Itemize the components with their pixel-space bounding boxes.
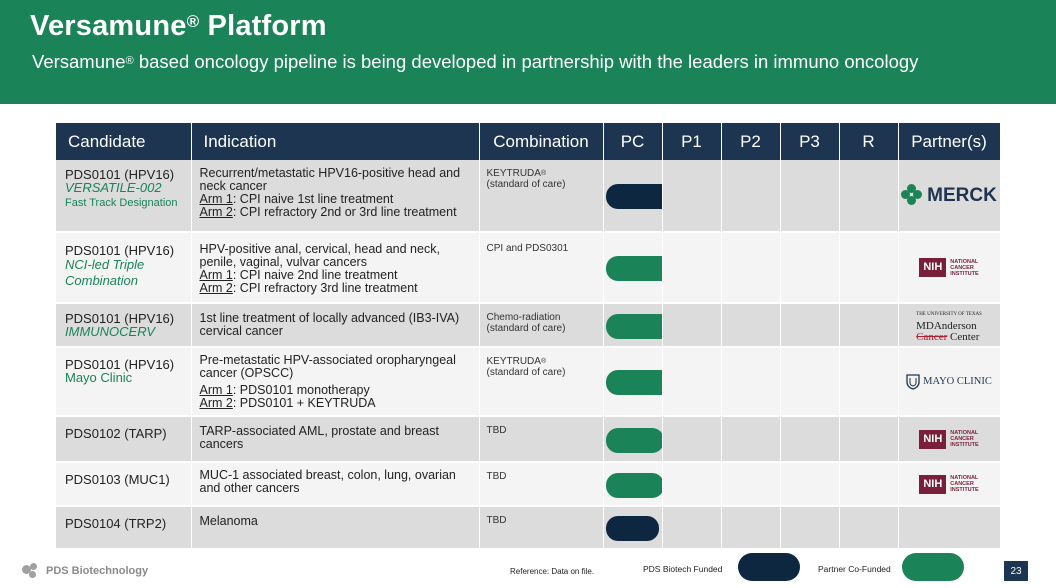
page-subtitle: Versamune® based oncology pipeline is being developed in partnership with the leaders in immuno oncology xyxy=(32,51,919,72)
progress-bar xyxy=(606,314,663,339)
legend-swatch-partner xyxy=(902,553,964,581)
arm-2: Arm 2: CPI refractory 2nd or 3rd line treatment xyxy=(199,205,457,219)
trial-name: IMMUNOCERV xyxy=(65,324,156,339)
pds-logo-icon xyxy=(22,563,40,579)
reference-note: Reference: Data on file. xyxy=(510,567,595,576)
trial-name: VERSATILE-002 xyxy=(65,180,162,195)
legend-label-pds: PDS Biotech Funded xyxy=(643,564,723,574)
nih-logo-icon: NIH NATIONAL CANCER INSTITUTE xyxy=(919,430,978,449)
partner-logo xyxy=(899,233,1000,302)
combination-text: TBD xyxy=(486,471,507,482)
progress-bar xyxy=(606,256,663,281)
partner-name: MERCK xyxy=(927,184,997,206)
table-row xyxy=(56,347,1000,416)
pipeline-table xyxy=(56,123,1001,550)
legend-label-partner: Partner Co-Funded xyxy=(818,564,891,574)
combination-text: TBD xyxy=(486,515,507,526)
page-number: 23 xyxy=(1004,561,1028,581)
arm-2: Arm 2: PDS0101 + KEYTRUDA xyxy=(199,396,376,410)
indication-text: Pre-metastatic HPV-associated oropharyngeal cancer (OPSCC) xyxy=(199,353,456,380)
table-row xyxy=(56,416,1000,462)
combination-note: (standard of care) xyxy=(486,367,566,378)
progress-bar xyxy=(606,370,663,395)
candidate-name: PDS0102 (TARP) xyxy=(65,426,167,441)
combination-text: KEYTRUDA® xyxy=(486,168,547,179)
combination-text: CPI and PDS0301 xyxy=(486,243,569,254)
fast-track-note: Fast Track Designation xyxy=(65,197,178,209)
progress-bar xyxy=(606,184,663,209)
partner-logo xyxy=(899,160,1000,230)
legend-swatch-pds xyxy=(738,553,800,581)
table-header-row xyxy=(56,123,1000,160)
page-title: Versamune® Platform xyxy=(30,10,327,42)
combination-note: (standard of care) xyxy=(486,323,566,334)
combination-text: TBD xyxy=(486,425,507,436)
nih-logo-icon: NIH NATIONAL CANCER INSTITUTE xyxy=(919,258,978,277)
column-header-candidate: Candidate xyxy=(56,123,191,160)
table-row xyxy=(56,303,1000,347)
progress-bar xyxy=(606,473,663,498)
arm-1: Arm 1: PDS0101 monotherapy xyxy=(199,383,370,397)
combination-text: Chemo-radiation xyxy=(486,312,561,323)
indication-text: Melanoma xyxy=(199,514,258,528)
company-logo xyxy=(22,563,148,579)
arm-2: Arm 2: CPI refractory 3rd line treatment xyxy=(199,281,418,295)
merck-logo-icon xyxy=(901,184,923,206)
column-header-combination: Combination xyxy=(479,123,603,160)
candidate-name: PDS0101 (HPV16) xyxy=(65,167,175,182)
trial-name: Mayo Clinic xyxy=(65,370,133,385)
column-header-p2: P2 xyxy=(721,123,780,160)
md-anderson-logo-icon: THE UNIVERSITY OF TEXAS MDAnderson Cancer Center xyxy=(916,311,982,343)
column-header-partners: Partner(s) xyxy=(898,123,1000,160)
candidate-name: PDS0103 (MUC1) xyxy=(65,472,170,487)
partner-logo xyxy=(899,348,1000,415)
candidate-name: PDS0101 (HPV16) xyxy=(65,243,175,258)
combination-note: (standard of care) xyxy=(486,179,566,190)
indication-text: HPV-positive anal, cervical, head and neck, penile, vaginal, vulvar cancers xyxy=(199,242,440,269)
column-header-p3: P3 xyxy=(780,123,839,160)
partner-logo xyxy=(899,463,1000,505)
partner-name: MAYO CLINIC xyxy=(923,376,992,387)
table-row xyxy=(56,232,1000,303)
mayo-clinic-logo-icon xyxy=(906,374,920,390)
candidate-name: PDS0101 (HPV16) xyxy=(65,311,175,326)
partner-logo xyxy=(899,304,1000,346)
indication-text: TARP-associated AML, prostate and breast cancers xyxy=(199,424,439,451)
table-row xyxy=(56,506,1000,549)
progress-bar xyxy=(606,516,659,541)
column-header-p1: P1 xyxy=(662,123,721,160)
table-row xyxy=(56,462,1000,506)
indication-text: MUC-1 associated breast, colon, lung, ovarian and other cancers xyxy=(199,468,456,495)
trial-name: NCI-led Triple Combination xyxy=(65,257,145,288)
combination-text: KEYTRUDA® xyxy=(486,356,547,367)
candidate-name: PDS0104 (TRP2) xyxy=(65,516,167,531)
column-header-r: R xyxy=(839,123,898,160)
column-header-pc: PC xyxy=(603,123,662,160)
progress-bar xyxy=(606,428,663,453)
partner-logo xyxy=(899,417,1000,461)
column-header-indication: Indication xyxy=(191,123,479,160)
nih-logo-icon: NIH NATIONAL CANCER INSTITUTE xyxy=(919,475,978,494)
arm-1: Arm 1: CPI naive 1st line treatment xyxy=(199,192,394,206)
slide-header xyxy=(0,0,1056,104)
arm-1: Arm 1: CPI naive 2nd line treatment xyxy=(199,268,398,282)
company-name: PDS Biotechnology xyxy=(46,565,149,577)
candidate-name: PDS0101 (HPV16) xyxy=(65,357,175,372)
indication-text: 1st line treatment of locally advanced (IB3-IVA) cervical cancer xyxy=(199,311,460,338)
indication-text: Recurrent/metastatic HPV16-positive head and neck cancer xyxy=(199,166,461,193)
table-row xyxy=(56,160,1000,232)
